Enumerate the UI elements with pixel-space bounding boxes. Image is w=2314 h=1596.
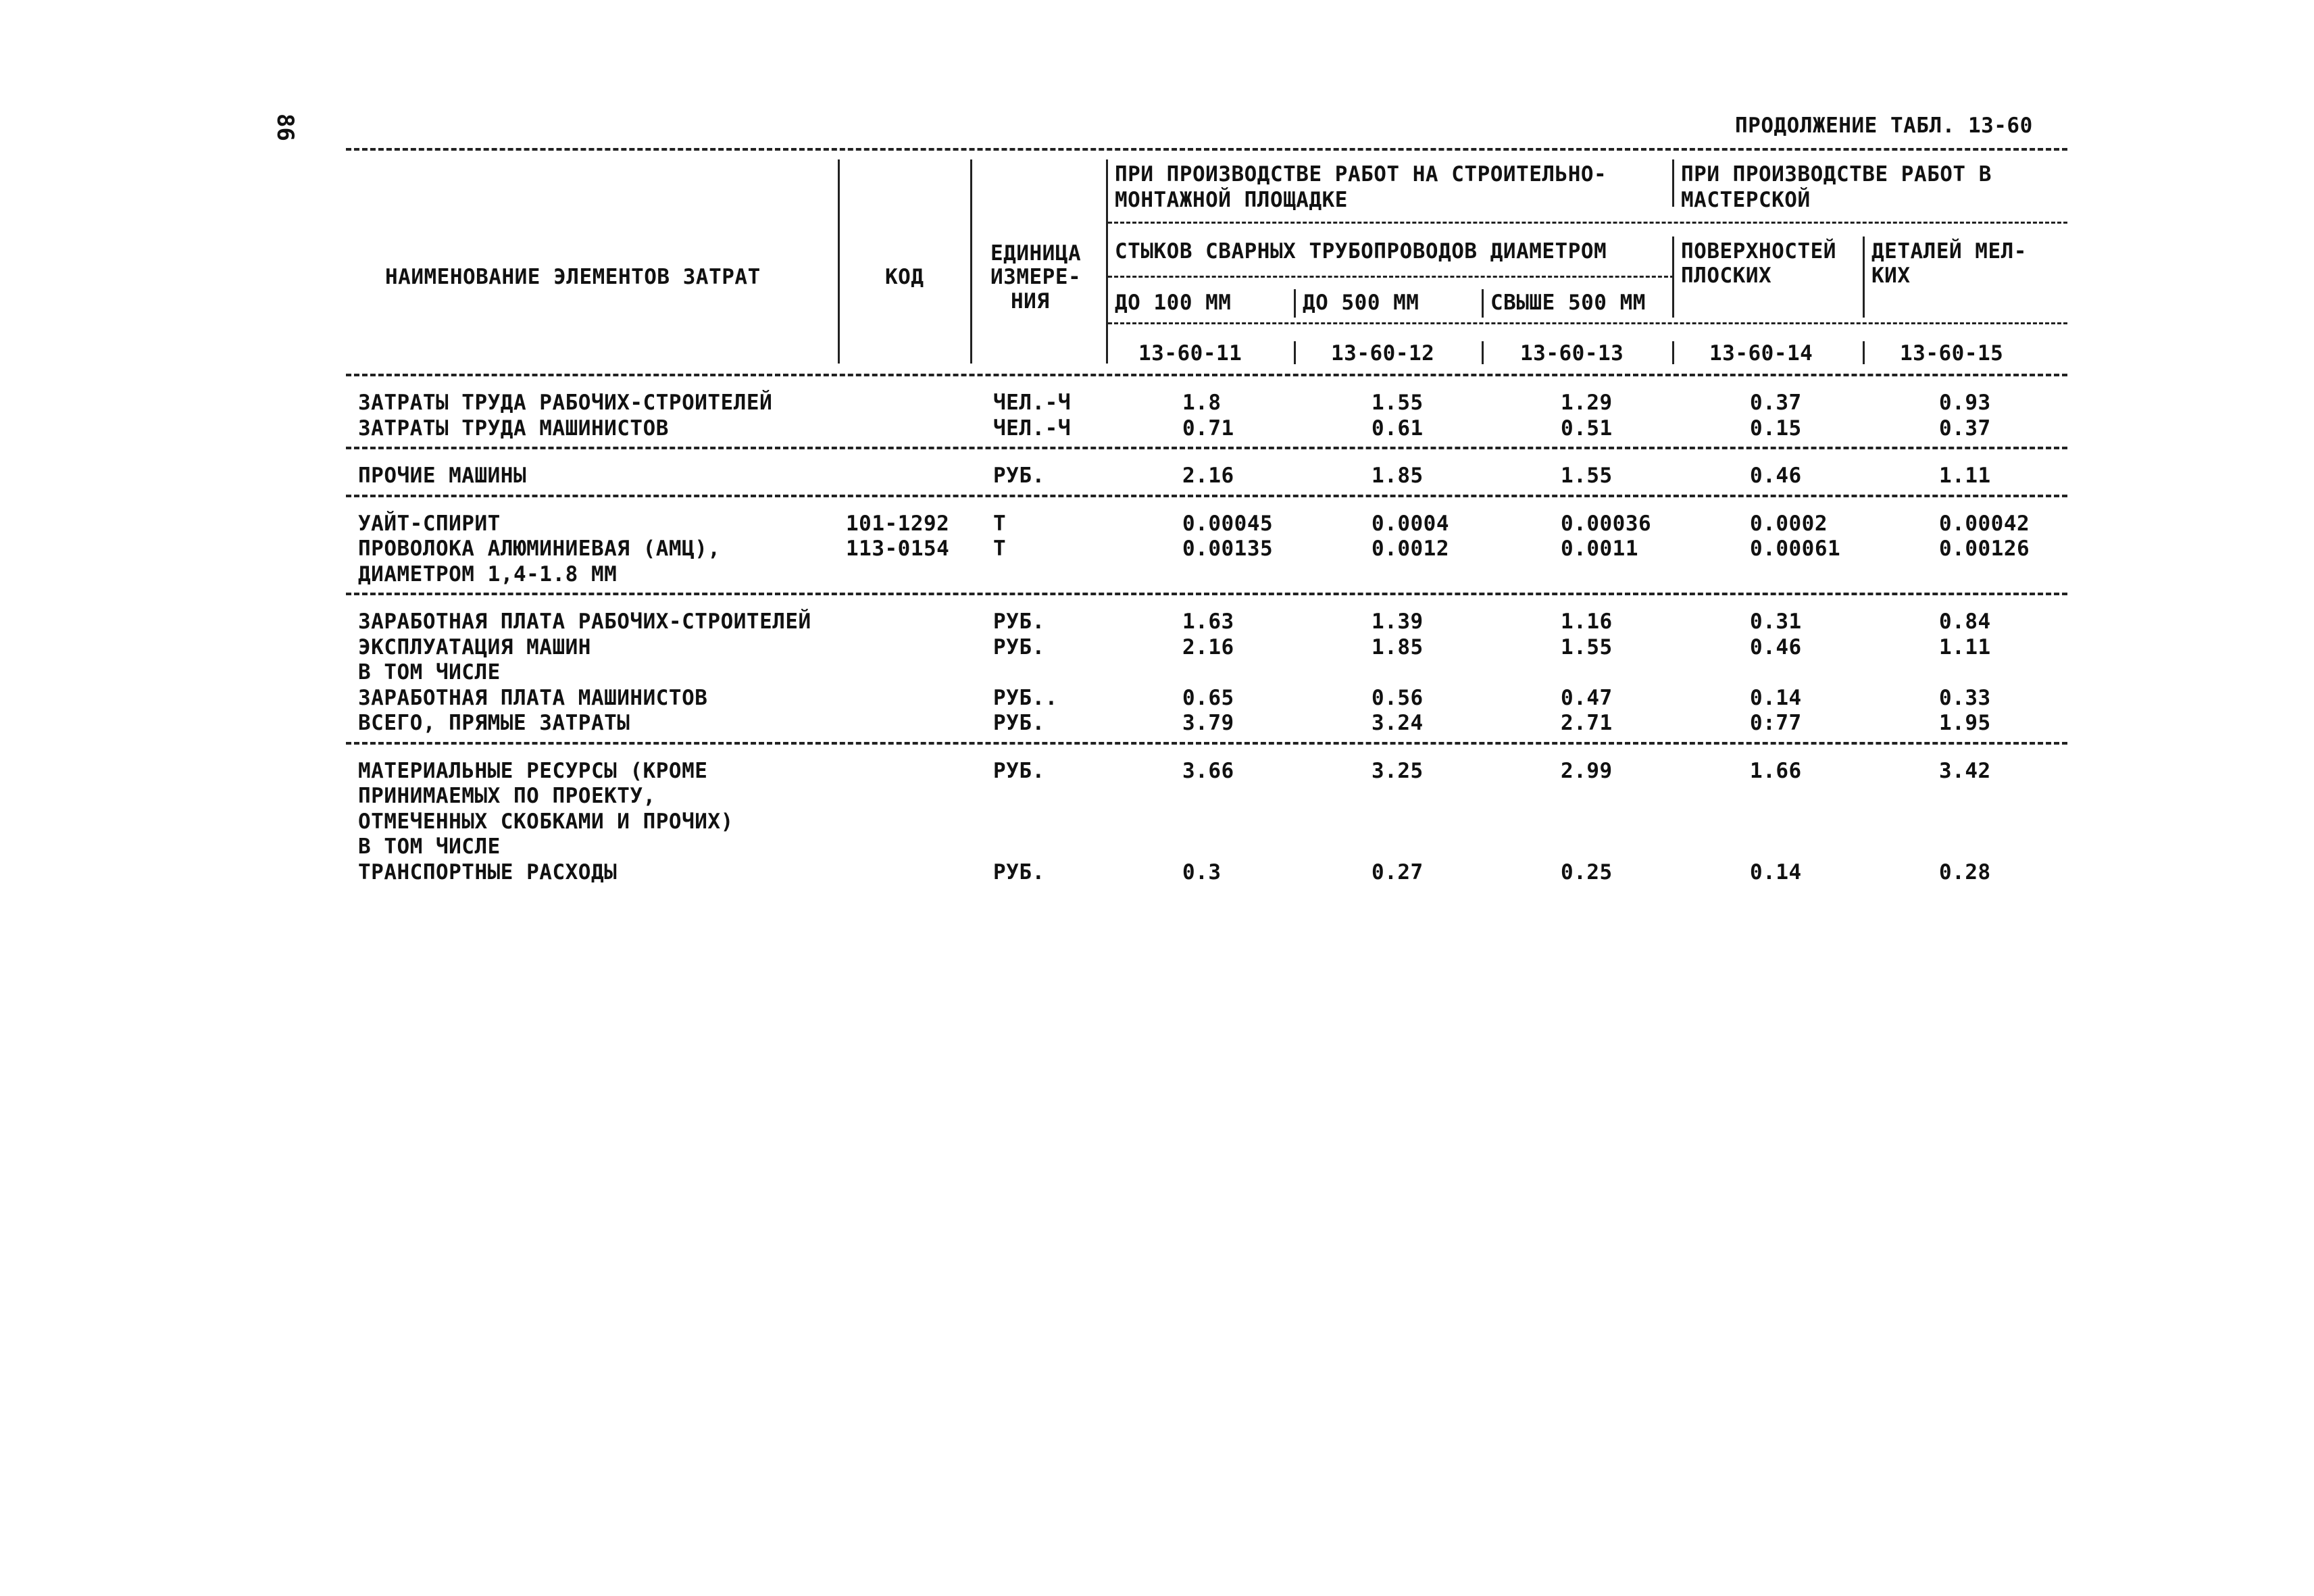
row-value: 0.0004 xyxy=(1372,511,1449,536)
row-value: 0.25 xyxy=(1561,859,1613,884)
header-diameter-3: СВЫШЕ 500 ММ xyxy=(1490,291,1646,315)
row-value: 1.63 xyxy=(1182,609,1234,634)
row-value: 3.79 xyxy=(1182,711,1234,735)
header-diameter-2: ДО 500 ММ xyxy=(1303,291,1419,315)
row-value: 0.33 xyxy=(1939,685,1991,710)
header-bar-3 xyxy=(1106,159,1108,364)
row-value: 2.16 xyxy=(1182,634,1234,659)
row-value: 1.11 xyxy=(1939,634,1991,659)
row-name: ПРОВОЛОКА АЛЮМИНИЕВАЯ (АМЦ), xyxy=(358,537,721,561)
header-code-11: 13-60-11 xyxy=(1138,341,1242,366)
header-code-13: 13-60-13 xyxy=(1520,341,1624,366)
row-unit: ЧЕЛ.-Ч xyxy=(993,391,1071,415)
row-name: ЗАТРАТЫ ТРУДА МАШИНИСТОВ xyxy=(358,416,669,441)
row-unit: РУБ. xyxy=(993,609,1045,634)
row-value: 0.31 xyxy=(1750,609,1802,634)
row-unit: ЧЕЛ.-Ч xyxy=(993,416,1071,441)
row-name: В ТОМ ЧИСЛЕ xyxy=(358,834,501,859)
row-value: 1.11 xyxy=(1939,464,1991,488)
header-bar-11 xyxy=(1672,341,1674,364)
header-bar-6 xyxy=(1863,236,1865,318)
header-parts-line-2: КИХ xyxy=(1871,264,1911,288)
header-bottom-rule xyxy=(346,374,2067,376)
row-value: 1.39 xyxy=(1372,609,1424,634)
row-value: 0.15 xyxy=(1750,416,1802,441)
row-value: 1.16 xyxy=(1561,609,1613,634)
row-value: 1.85 xyxy=(1372,634,1424,659)
header-rule-diam xyxy=(1108,276,1674,278)
row-value: 0.00135 xyxy=(1182,537,1274,561)
header-bar-12 xyxy=(1863,341,1865,364)
row-value: 0.0012 xyxy=(1372,537,1449,561)
header-bar-2 xyxy=(970,159,972,364)
row-name: МАТЕРИАЛЬНЫЕ РЕСУРСЫ (КРОМЕ xyxy=(358,758,708,783)
header-joints: СТЫКОВ СВАРНЫХ ТРУБОПРОВОДОВ ДИАМЕТРОМ xyxy=(1115,239,1607,264)
row-name: ЗАРАБОТНАЯ ПЛАТА РАБОЧИХ-СТРОИТЕЛЕЙ xyxy=(358,609,811,634)
row-unit: РУБ.. xyxy=(993,685,1058,710)
row-value: 0.0011 xyxy=(1561,537,1638,561)
row-unit: Т xyxy=(993,537,1007,561)
group-separator xyxy=(346,447,2067,449)
header-bar-9 xyxy=(1294,341,1296,364)
header-site-line-2: МОНТАЖНОЙ ПЛОЩАДКЕ xyxy=(1115,188,1348,212)
row-value: 0.14 xyxy=(1750,685,1802,710)
row-value: 1.55 xyxy=(1561,634,1613,659)
header-surfaces-line-2: ПЛОСКИХ xyxy=(1681,264,1772,288)
row-value: 0.00036 xyxy=(1561,511,1652,536)
row-code: 101-1292 xyxy=(846,511,950,536)
row-unit: РУБ. xyxy=(993,758,1045,783)
row-value: 0.00045 xyxy=(1182,511,1274,536)
continuation-label: ПРОДОЛЖЕНИЕ ТАБЛ. 13-60 xyxy=(1735,114,2033,138)
header-code-15: 13-60-15 xyxy=(1900,341,2004,366)
header-site-line-1: ПРИ ПРОИЗВОДСТВЕ РАБОТ НА СТРОИТЕЛЬНО- xyxy=(1115,162,1607,186)
row-value: 0.27 xyxy=(1372,859,1424,884)
row-name: ПРОЧИЕ МАШИНЫ xyxy=(358,464,527,488)
group-separator xyxy=(346,742,2067,745)
header-rule-group xyxy=(1108,222,2067,224)
row-name: УАЙТ-СПИРИТ xyxy=(358,511,501,536)
row-value: 0.71 xyxy=(1182,416,1234,441)
row-value: 0.84 xyxy=(1939,609,1991,634)
row-value: 0.46 xyxy=(1750,634,1802,659)
row-name: ТРАНСПОРТНЫЕ РАСХОДЫ xyxy=(358,859,618,884)
header-code-12: 13-60-12 xyxy=(1331,341,1435,366)
row-value: 0.37 xyxy=(1750,391,1802,415)
row-value: 2.71 xyxy=(1561,711,1613,735)
row-value: 0.14 xyxy=(1750,859,1802,884)
row-unit: РУБ. xyxy=(993,634,1045,659)
row-value: 0.37 xyxy=(1939,416,1991,441)
header-bar-7 xyxy=(1294,289,1296,318)
row-unit: РУБ. xyxy=(993,711,1045,735)
header-rule-codes xyxy=(1108,322,2067,324)
row-value: 3.66 xyxy=(1182,758,1234,783)
row-value: 1.8 xyxy=(1182,391,1222,415)
row-value: 1.85 xyxy=(1372,464,1424,488)
row-value: 2.99 xyxy=(1561,758,1613,783)
row-value: 0.46 xyxy=(1750,464,1802,488)
row-value: 0.47 xyxy=(1561,685,1613,710)
row-value: 1.29 xyxy=(1561,391,1613,415)
header-top-rule xyxy=(346,148,2067,151)
row-value: 0.61 xyxy=(1372,416,1424,441)
header-surfaces-line-1: ПОВЕРХНОСТЕЙ xyxy=(1681,239,1836,264)
header-code-column: КОД xyxy=(885,265,924,289)
header-shop-line-1: ПРИ ПРОИЗВОДСТВЕ РАБОТ В xyxy=(1681,162,1992,186)
row-unit: РУБ. xyxy=(993,464,1045,488)
row-value: 0.00042 xyxy=(1939,511,2030,536)
row-value: 0.93 xyxy=(1939,391,1991,415)
row-value: 0.51 xyxy=(1561,416,1613,441)
header-diameter-1: ДО 100 ММ xyxy=(1115,291,1232,315)
header-unit-line-3: НИЯ xyxy=(1011,289,1050,314)
row-name: ДИАМЕТРОМ 1,4-1.8 ММ xyxy=(358,562,618,587)
row-unit: Т xyxy=(993,511,1007,536)
row-name: В ТОМ ЧИСЛЕ xyxy=(358,660,501,684)
row-name: ПРИНИМАЕМЫХ ПО ПРОЕКТУ, xyxy=(358,784,656,808)
row-value: 0.0002 xyxy=(1750,511,1828,536)
header-bar-8 xyxy=(1482,289,1484,318)
row-value: 3.24 xyxy=(1372,711,1424,735)
header-unit-line-2: ИЗМЕРЕ- xyxy=(990,265,1082,289)
group-separator xyxy=(346,593,2067,595)
row-value: 1.95 xyxy=(1939,711,1991,735)
group-separator xyxy=(346,495,2067,497)
row-value: 3.25 xyxy=(1372,758,1424,783)
row-value: 0.56 xyxy=(1372,685,1424,710)
header-bar-10 xyxy=(1482,341,1484,364)
row-value: 0.00126 xyxy=(1939,537,2030,561)
page-number: 86 xyxy=(272,114,299,141)
row-name: ВСЕГО, ПРЯМЫЕ ЗАТРАТЫ xyxy=(358,711,630,735)
row-value: 0.00061 xyxy=(1750,537,1841,561)
row-name: ЗАТРАТЫ ТРУДА РАБОЧИХ-СТРОИТЕЛЕЙ xyxy=(358,391,773,415)
row-name: ЭКСПЛУАТАЦИЯ МАШИН xyxy=(358,634,591,659)
header-unit-line-1: ЕДИНИЦА xyxy=(990,241,1082,266)
row-value: 1.55 xyxy=(1561,464,1613,488)
header-shop-line-2: МАСТЕРСКОЙ xyxy=(1681,188,1811,212)
row-value: 1.66 xyxy=(1750,758,1802,783)
header-name-column: НАИМЕНОВАНИЕ ЭЛЕМЕНТОВ ЗАТРАТ xyxy=(385,265,761,289)
header-bar-1 xyxy=(838,159,840,364)
row-code: 113-0154 xyxy=(846,537,950,561)
row-name: ЗАРАБОТНАЯ ПЛАТА МАШИНИСТОВ xyxy=(358,685,708,710)
row-value: 3.42 xyxy=(1939,758,1991,783)
row-name: ОТМЕЧЕННЫХ СКОБКАМИ И ПРОЧИХ) xyxy=(358,809,734,834)
header-bar-5 xyxy=(1672,236,1674,318)
header-parts-line-1: ДЕТАЛЕЙ МЕЛ- xyxy=(1871,239,2027,264)
row-unit: РУБ. xyxy=(993,859,1045,884)
row-value: 1.55 xyxy=(1372,391,1424,415)
row-value: 0.28 xyxy=(1939,859,1991,884)
header-bar-4 xyxy=(1672,159,1674,207)
row-value: 0:77 xyxy=(1750,711,1802,735)
header-code-14: 13-60-14 xyxy=(1709,341,1813,366)
row-value: 0.65 xyxy=(1182,685,1234,710)
row-value: 0.3 xyxy=(1182,859,1222,884)
row-value: 2.16 xyxy=(1182,464,1234,488)
